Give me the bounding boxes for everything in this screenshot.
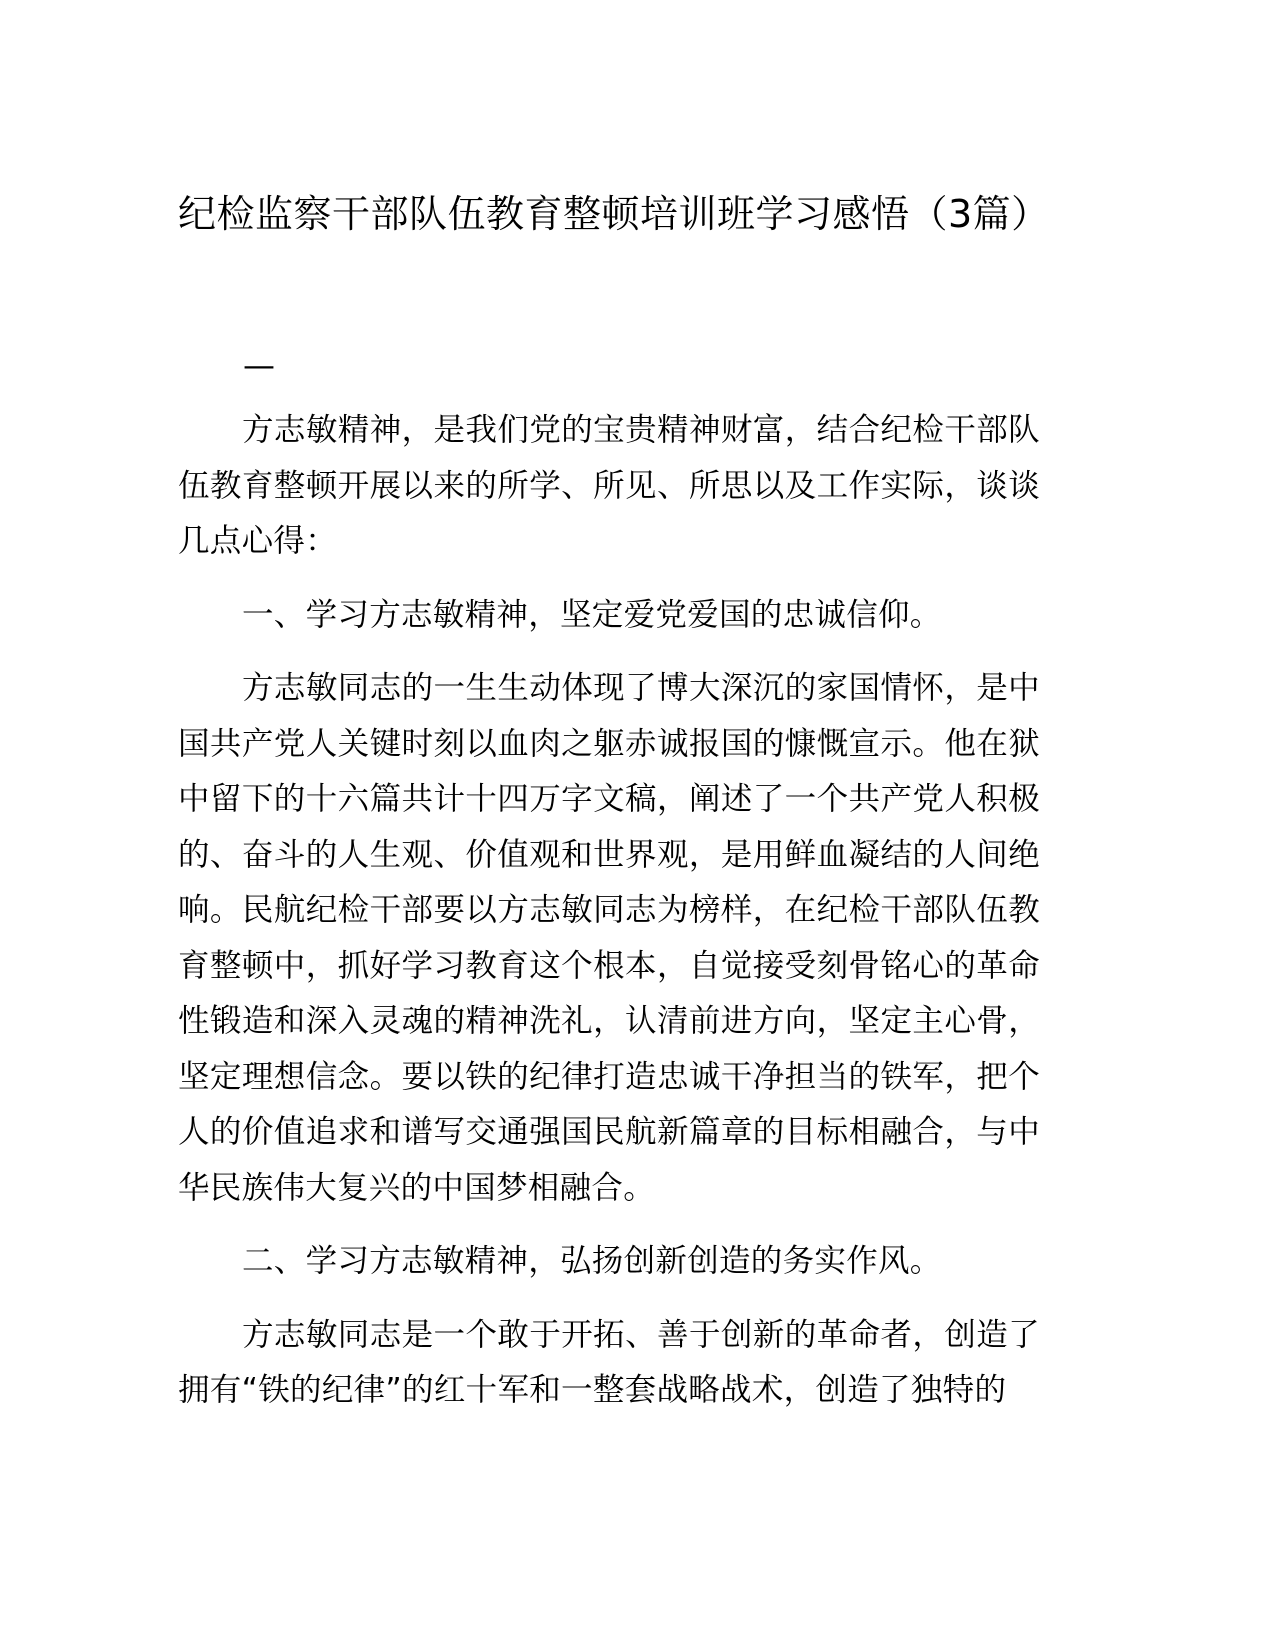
- document-title: 纪检监察干部队伍教育整顿培训班学习感悟（3篇）: [178, 192, 1050, 236]
- document-body: [178, 403, 1040, 1437]
- document-page: [178, 185, 1050, 243]
- body-paragraph-2: 方志敏同志是一个敢于开拓、善于创新的革命者，创造了拥有“铁的纪律”的红十军和一整套战略战术，创造了独特的: [178, 1316, 1040, 1408]
- section-marker: —: [243, 346, 275, 384]
- intro-paragraph: 方志敏精神，是我们党的宝贵精神财富，结合纪检干部队伍教育整顿开展以来的所学、所见、所思以及工作实际，谈谈几点心得：: [178, 412, 1040, 559]
- section-heading-1: 一、学习方志敏精神，坚定爱党爱国的忠诚信仰。: [242, 596, 942, 633]
- body-paragraph-1: 方志敏同志的一生生动体现了博大深沉的家国情怀，是中国共产党人关键时刻以血肉之躯赤诚报国的慷慨宣示。他在狱中留下的十六篇共计十四万字文稿，阐述了一个共产党人积极的、奋斗的人生观、价值观和世界观，是用鲜血凝结的人间绝响。民航纪检干部要以方志敏同志为榜样，在纪检干部队伍教育整顿中，抓好学习教育这个根本，自觉接受刻骨铭心的革命性锻造和深入灵魂的精神洗礼，认清前进方向，坚定主心骨，坚定理想信念。要以铁的纪律打造忠诚干净担当的铁军，把个人的价值追求和谱写交通强国民航新篇章的目标相融合，与中华民族伟大复兴的中国梦相融合。: [178, 670, 1040, 1206]
- section-heading-2: 二、学习方志敏精神，弘扬创新创造的务实作风。: [242, 1243, 942, 1279]
